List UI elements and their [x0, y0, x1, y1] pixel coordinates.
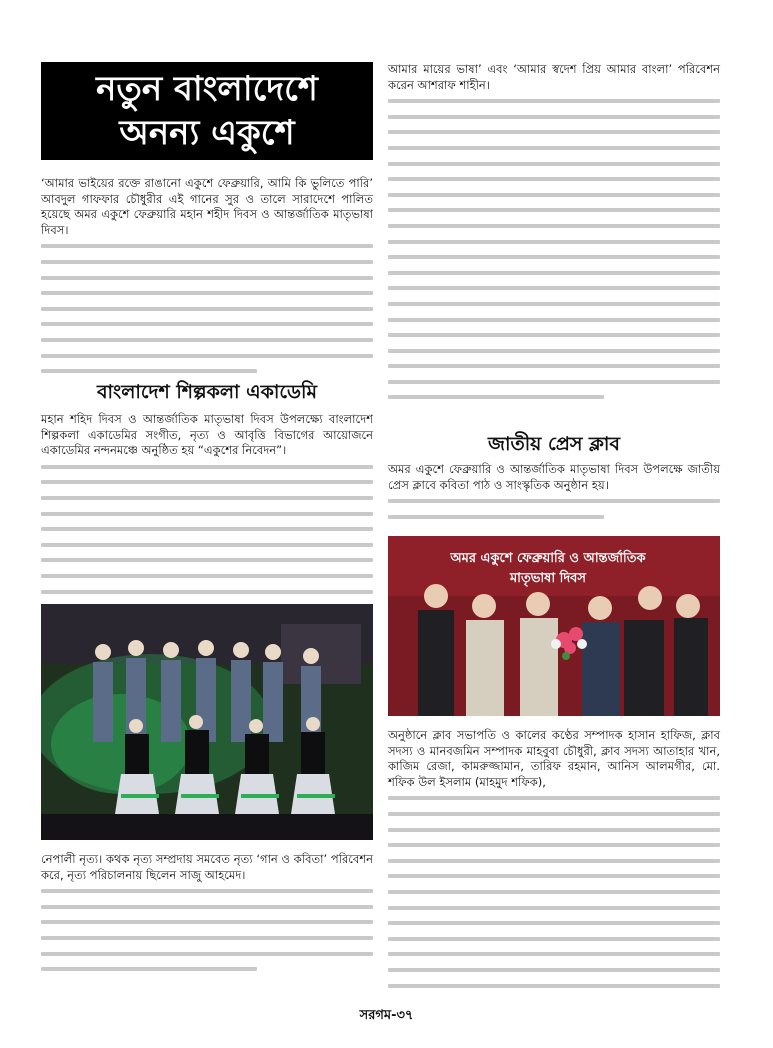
text-line [41, 506, 373, 522]
text-line [41, 914, 373, 930]
right-top-lead: আমার মায়ের ভাষা’ এবং ‘আমার স্বদেশ প্রিয় আমার বাংলা’ পরিবেশন করেন আশরাফ শাহীন। [388, 62, 720, 92]
text-line [388, 915, 720, 931]
text-line [41, 285, 373, 301]
section-press-heading: জাতীয় প্রেস ক্লাব [487, 433, 621, 455]
text-line [388, 140, 720, 156]
dance-performance-photo [41, 604, 373, 840]
section-academy-heading: বাংলাদেশ শিল্পকলা একাডেমি [96, 381, 318, 403]
text-line [388, 853, 720, 869]
text-line [41, 521, 373, 537]
text-line [388, 900, 720, 916]
text-line [388, 358, 720, 374]
text-line [41, 490, 373, 506]
text-line [388, 837, 720, 853]
text-line [388, 509, 720, 525]
text-line [41, 348, 373, 364]
intro-lead: ‘আমার ভাইয়ের রক্তে রাঙানো একুশে ফেব্রুয়ারি, আমি কি ভুলিতে পারি’ আবদুল গাফফার চৌধুরীর এই গানের সুর ও তালে সারাদেশে পালিত হয়েছে অমর একুশে ফেব্রুয়ারি মহান শহীদ দিবস ও আন্তর্জাতিক মাতৃভাষা দিবস। [41, 176, 373, 237]
text-line [41, 537, 373, 553]
text-line [388, 978, 720, 994]
text-line [388, 109, 720, 125]
text-line [41, 568, 373, 584]
text-line [41, 584, 373, 600]
press-photo-graphic [388, 536, 720, 716]
text-line [388, 218, 720, 234]
right-column-caption [388, 728, 720, 993]
article-title [96, 67, 318, 155]
text-line [41, 316, 373, 332]
text-line [388, 389, 720, 405]
article-title-line1: নতুন বাংলাদেশে [96, 69, 318, 109]
caption-right-lead: অনুষ্ঠানে ক্লাব সভাপতি ও কালের কণ্ঠের সম্পাদক হাসান হাফিজ, ক্লাব সদস্য ও মানবজমিন সম্পাদক মাহবুবা চৌধুরী, ক্লাব সদস্য আতাহার খান, কাজিম রেজা, কামরুজ্জামান, তারিফ রহমান, আনিস আলমগীর, মো. শফিক উল ইসলাম (মাহমুদ শফিক), [388, 728, 720, 789]
text-line [41, 946, 373, 962]
text-line [388, 884, 720, 900]
text-line [388, 234, 720, 250]
text-line [41, 459, 373, 475]
text-line [388, 822, 720, 838]
left-column-bottom [41, 852, 373, 977]
text-line [388, 265, 720, 281]
section-press-club [388, 432, 720, 524]
text-line [388, 171, 720, 187]
text-line [388, 93, 720, 109]
text-line [41, 270, 373, 286]
dance-photo-graphic [41, 604, 373, 840]
text-line [41, 332, 373, 348]
text-line [41, 363, 373, 379]
article-title-box [41, 62, 373, 160]
text-line [388, 493, 720, 509]
section-press-lead: অমর একুশে ফেব্রুয়ারি ও আন্তর্জাতিক মাতৃভাষা দিবস উপলক্ষে জাতীয় প্রেস ক্লাবে কবিতা পাঠ ও সাংস্কৃতিক অনুষ্ঠান হয়। [388, 462, 720, 492]
text-line [41, 961, 373, 977]
text-line [388, 249, 720, 265]
text-line [388, 187, 720, 203]
text-line [41, 883, 373, 899]
text-line [41, 254, 373, 270]
text-line [388, 931, 720, 947]
text-line [41, 899, 373, 915]
text-line [388, 790, 720, 806]
text-line [41, 301, 373, 317]
banner-text-2: মাতৃভাষা দিবস [509, 571, 587, 586]
banner-text-1: অমর একুশে ফেব্রুয়ারি ও আন্তর্জাতিক [450, 551, 646, 566]
text-line [388, 343, 720, 359]
text-line [388, 868, 720, 884]
text-line [388, 202, 720, 218]
section-academy [41, 380, 373, 599]
left-bottom-lead: নেপালী নৃত্য। কথক নৃত্য সম্প্রদায় সমবেত নৃত্য ‘গান ও কবিতা’ পরিবেশন করে, নৃত্য পরিচালনায় ছিলেন সাজু আহমেদ। [41, 852, 373, 882]
text-line [388, 156, 720, 172]
text-line [388, 327, 720, 343]
page-number: সরগম-৩৭ [359, 1008, 414, 1023]
text-line [41, 238, 373, 254]
text-line [388, 806, 720, 822]
text-line [388, 124, 720, 140]
text-line [388, 962, 720, 978]
text-line [388, 374, 720, 390]
text-line [388, 280, 720, 296]
text-line [388, 946, 720, 962]
text-line [388, 312, 720, 328]
section-academy-lead: মহান শহিদ দিবস ও আন্তর্জাতিক মাতৃভাষা দিবস উপলক্ষ্যে বাংলাদেশ শিল্পকলা একাডেমির সংগীত, নৃত্য ও আবৃত্তি বিভাগের আয়োজনে একাডেমির নন্দনমঞ্চে অনুষ্ঠিত হয় “একুশের নিবেদন”। [41, 412, 373, 458]
press-club-photo [388, 536, 720, 716]
text-line [41, 552, 373, 568]
text-line [41, 930, 373, 946]
right-column-top [388, 62, 720, 405]
left-column-intro [41, 176, 373, 379]
text-line [41, 474, 373, 490]
text-line [388, 296, 720, 312]
article-title-line2: অনন্য একুশে [119, 113, 295, 153]
